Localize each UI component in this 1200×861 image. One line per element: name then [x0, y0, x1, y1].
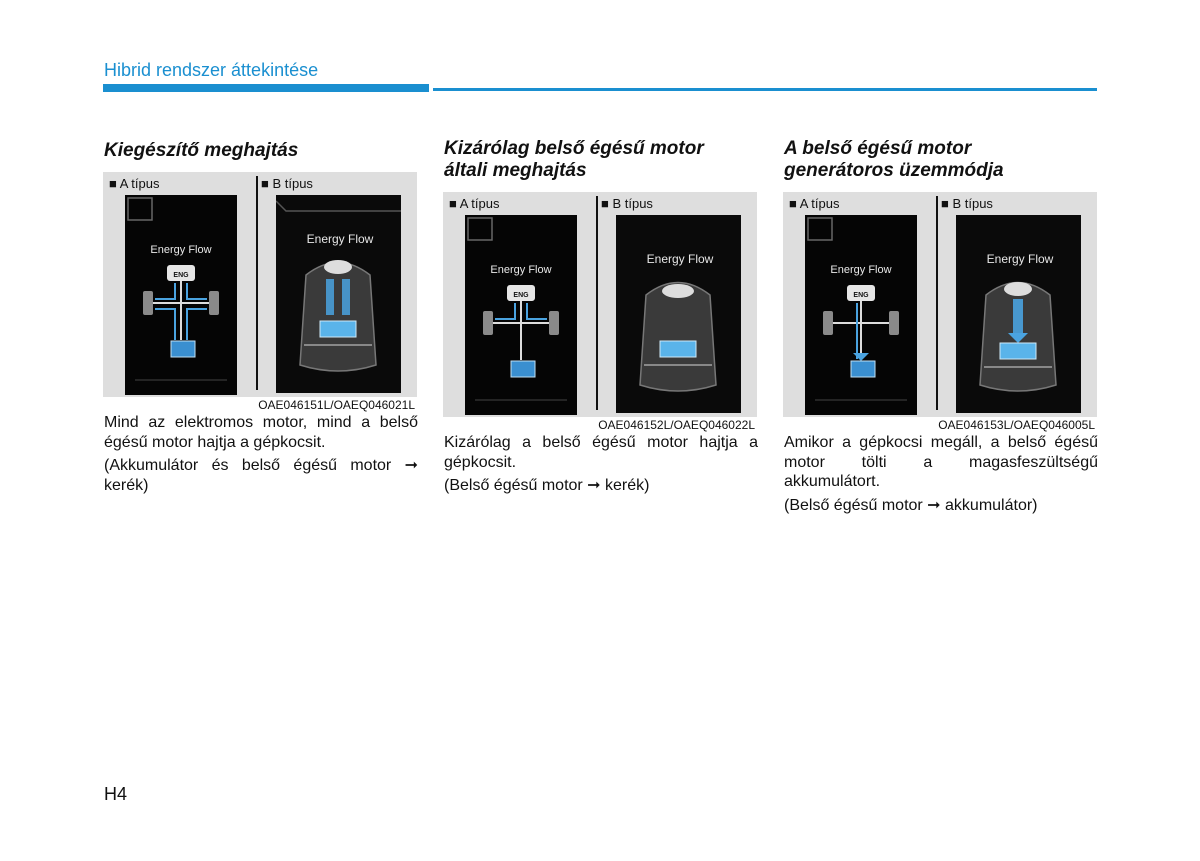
title-line: A belső égésű motor: [784, 138, 972, 159]
type-b-screen: [616, 215, 741, 413]
type-b-label: ■ B típus: [601, 196, 653, 211]
body-paragraph: (Akkumulátor és belső égésű motor ➞ kerék): [104, 457, 418, 494]
figure: [443, 192, 757, 432]
type-b-label: ■ B típus: [941, 196, 993, 211]
type-b-screen: [956, 215, 1081, 413]
section-title: [444, 138, 758, 182]
figure-caption: OAE046152L/OAEQ046022L: [598, 418, 755, 432]
engine-label: ENG: [173, 272, 189, 279]
header-title: Hibrid rendszer áttekintése: [104, 60, 319, 80]
figure-divider: [936, 196, 938, 410]
energy-flow-label: Energy Flow: [986, 252, 1054, 266]
section-title: [784, 138, 1098, 182]
type-a-label: ■ A típus: [449, 196, 500, 211]
section-body: [444, 433, 758, 500]
engine-label: ENG: [853, 292, 869, 299]
body-paragraph: (Belső égésű motor ➞ kerék): [444, 477, 650, 494]
figure: [783, 192, 1097, 432]
title-line: általi meghajtás: [444, 160, 587, 181]
type-a-screen: [465, 215, 577, 415]
title-line: Kiegészítő meghajtás: [104, 140, 299, 161]
energy-flow-label: Energy Flow: [490, 264, 552, 276]
body-paragraph: Kizárólag a belső égésű motor hajtja a gépkocsit.: [444, 434, 758, 471]
energy-flow-diagram-b: [616, 215, 741, 413]
energy-flow-label: Energy Flow: [306, 232, 374, 246]
energy-flow-label: Energy Flow: [646, 252, 714, 266]
title-line: Kizárólag belső égésű motor: [444, 138, 704, 159]
figure-divider: [596, 196, 598, 410]
type-a-screen: [125, 195, 237, 395]
body-paragraph: Mind az elektromos motor, mind a belső égésű motor hajtja a gépkocsit.: [104, 414, 418, 451]
section-generator-mode: [784, 138, 1098, 182]
body-paragraph: (Belső égésű motor ➞ akkumulátor): [784, 496, 1038, 514]
header-bar-accent: [103, 84, 429, 92]
type-b-screen: [276, 195, 401, 393]
page-number: H4: [104, 784, 128, 804]
section-engine-only-drive: [444, 138, 758, 182]
energy-flow-label: Energy Flow: [150, 244, 212, 256]
section-body: [104, 413, 418, 499]
figure-caption: OAE046153L/OAEQ046005L: [938, 418, 1095, 432]
header-rule: [433, 88, 1097, 91]
body-paragraph: Amikor a gépkocsi megáll, a belső égésű motor tölti a magasfeszültségű akkumulátort.: [784, 434, 1098, 490]
energy-flow-diagram-b: [956, 215, 1081, 413]
figure-caption: OAE046151L/OAEQ046021L: [258, 398, 415, 412]
section-body: [784, 433, 1098, 519]
energy-flow-label: Energy Flow: [830, 264, 892, 276]
section-title: [104, 140, 418, 162]
type-a-label: ■ A típus: [789, 196, 840, 211]
title-line: generátoros üzemmódja: [784, 160, 1004, 181]
figure-divider: [256, 176, 258, 390]
energy-flow-diagram-b: [276, 195, 401, 393]
section-supplementary-drive: [104, 140, 418, 162]
energy-flow-diagram-a: [805, 215, 917, 415]
energy-flow-diagram-a: [125, 195, 237, 395]
energy-flow-diagram-a: [465, 215, 577, 415]
type-b-label: ■ B típus: [261, 176, 313, 191]
figure: [103, 172, 417, 412]
type-a-label: ■ A típus: [109, 176, 160, 191]
type-a-screen: [805, 215, 917, 415]
engine-label: ENG: [513, 292, 529, 299]
